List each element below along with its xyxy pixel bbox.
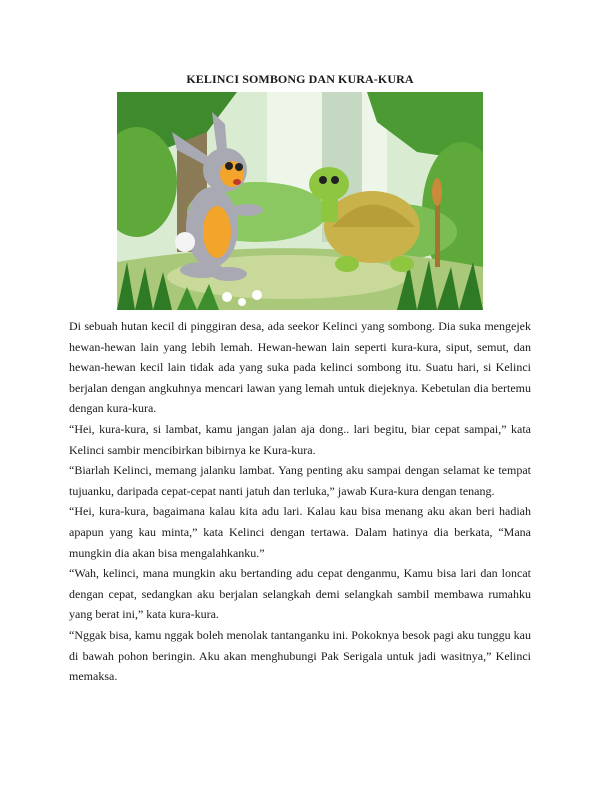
- paragraph: “Wah, kelinci, mana mungkin aku bertanding adu cepat denganmu, Kamu bisa lari dan loncat dengan cepat, sedangkan aku berjalan selangkah demi selangkah sambil membawa rumahku yang berat ini,” kata kura-kura.: [69, 566, 531, 622]
- paragraph: “Hei, kura-kura, bagaimana kalau kita adu lari. Kalau kau bisa menang aku akan beri hadiah apapun yang kau minta,” kata Kelinci dengan tertawa. Dalam hatinya dia berkata, “Mana mungkin dia akan bisa mengalahkanku.”: [69, 504, 531, 560]
- paragraph: “Biarlah Kelinci, memang jalanku lambat. Yang penting aku sampai dengan selamat ke tempat tujuanku, daripada cepat-cepat nanti jatuh dan terluka,” jawab Kura-kura dengan tenang.: [69, 463, 531, 498]
- paragraph: “Nggak bisa, kamu nggak boleh menolak tantanganku ini. Pokoknya besok pagi aku tunggu kau di bawah pohon beringin. Aku akan menghubungi Pak Serigala untuk jadi wasitnya,” Kelinci memaksa.: [69, 627, 531, 684]
- story-body: [69, 316, 531, 687]
- paragraph: “Hei, kura-kura, si lambat, kamu jangan jalan aja dong.. lari begitu, biar cepat sampai,” kata Kelinci sambir mencibirkan bibirnya ke Kura-kura.: [69, 421, 531, 457]
- paragraph: Di sebuah hutan kecil di pinggiran desa, ada seekor Kelinci yang sombong. Dia suka mengejek hewan-hewan lain yang lebih lemah. Hewan-hewan lain seperti kura-kura, siput, semut, dan hewan-hewan kecil lain tidak ada yang suka pada kelinci sombong itu. Suatu hari, si Kelinci berjalan dengan angkuhnya mencari lawan yang lemah untuk diejeknya. Kebetulan dia bertemu dengan kura-kura.: [69, 319, 531, 416]
- rabbit-and-turtle-illustration: [117, 92, 483, 310]
- story-title: KELINCI SOMBONG DAN KURA-KURA: [186, 72, 414, 86]
